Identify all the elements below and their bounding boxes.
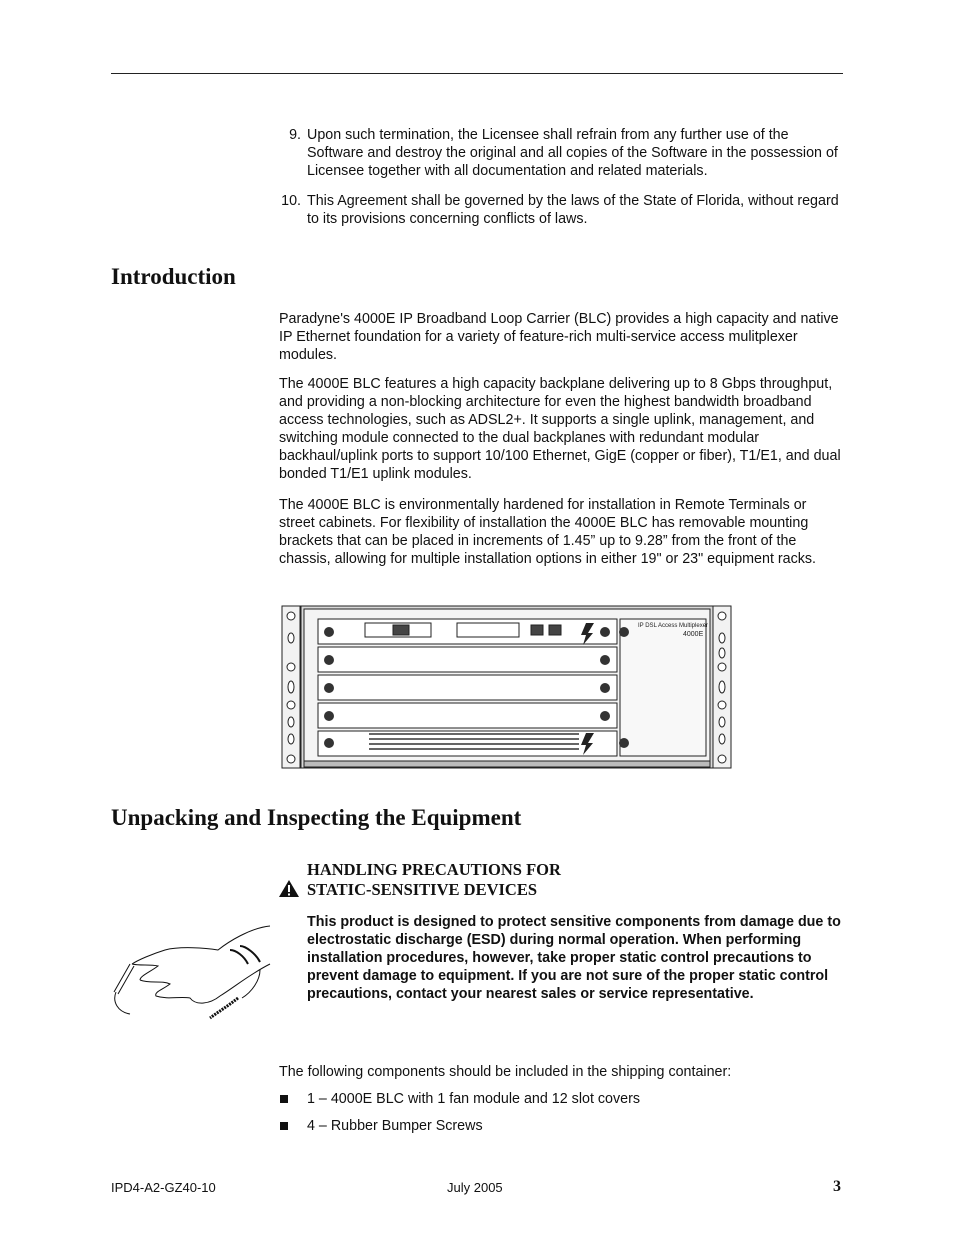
warning-body: This product is designed to protect sensitive components from damage due to electrostatic discharge (ESD) during normal operation. When performing installation procedures, however, take proper static control precautions to prevent damage to equipment. If you are not sure of the proper static control precautions, contact your nearest sales or service representative. — [307, 914, 841, 1002]
chassis-label-text: IP DSL Access Multiplexer — [638, 623, 709, 629]
component-text: 4 – Rubber Bumper Screws — [307, 1118, 483, 1134]
list-text: This Agreement shall be governed by the laws of the State of Florida, without regard to its provisions concerning conflicts of laws. — [307, 193, 839, 227]
intro-paragraph-2: The 4000E BLC features a high capacity backplane delivering up to 8 Gbps throughput, and providing a non-blocking architecture for even the highest bandwidth broadband access technologies, such as ADSL2+. It supports a single uplink, management, and switching module connected to the dual backplanes with redundant modular backhaul/uplink ports to support 10/100 Ethernet, GigE (copper or fiber), T1/E1, and dual bonded T1/E1 uplink modules. — [279, 376, 841, 482]
header-rule — [111, 73, 843, 74]
list-number: 9. — [289, 127, 301, 143]
warning-title-line-1: HANDLING PRECAUTIONS FOR — [307, 860, 561, 879]
component-text: 1 – 4000E BLC with 1 fan module and 12 slot covers — [307, 1091, 641, 1107]
intro-paragraph-3: The 4000E BLC is environmentally hardened for installation in Remote Terminals or street cabinets. For flexibility of installation the 4000E BLC has removable mounting brackets that can be placed in increments of 1.45” up to 9.28” from the front of the chassis, allowing for multiple installation options in either 19" or 23" equipment racks. — [279, 497, 817, 567]
intro-paragraph-1: Paradyne's 4000E IP Broadband Loop Carrier (BLC) provides a high capacity and native IP Ethernet foundation for a variety of feature-rich multi-service access mulitplexer modules. — [279, 311, 839, 363]
warning-triangle-icon — [278, 879, 300, 898]
footer-page-number: 3 — [833, 1178, 841, 1195]
warning-title-line-2: STATIC-SENSITIVE DEVICES — [307, 880, 538, 899]
components-intro: The following components should be included in the shipping container: — [279, 1064, 732, 1080]
bullet-square-icon — [280, 1095, 288, 1103]
section-heading-unpacking: Unpacking and Inspecting the Equipment — [111, 805, 522, 830]
footer-doc-id: IPD4-A2-GZ40-10 — [111, 1180, 216, 1195]
footer-date: July 2005 — [447, 1180, 503, 1195]
list-text: Upon such termination, the Licensee shall refrain from any further use of the Software and destroy the original and all copies of the Software in the possession of Licensee together with all documentation and related materials. — [307, 127, 838, 179]
list-number: 10. — [281, 193, 301, 209]
esd-wrist-strap-icon — [110, 920, 280, 1025]
chassis-illustration — [281, 605, 733, 771]
bullet-square-icon — [280, 1122, 288, 1130]
chassis-model-text: 4000E — [683, 631, 704, 638]
section-heading-introduction: Introduction — [111, 264, 236, 289]
